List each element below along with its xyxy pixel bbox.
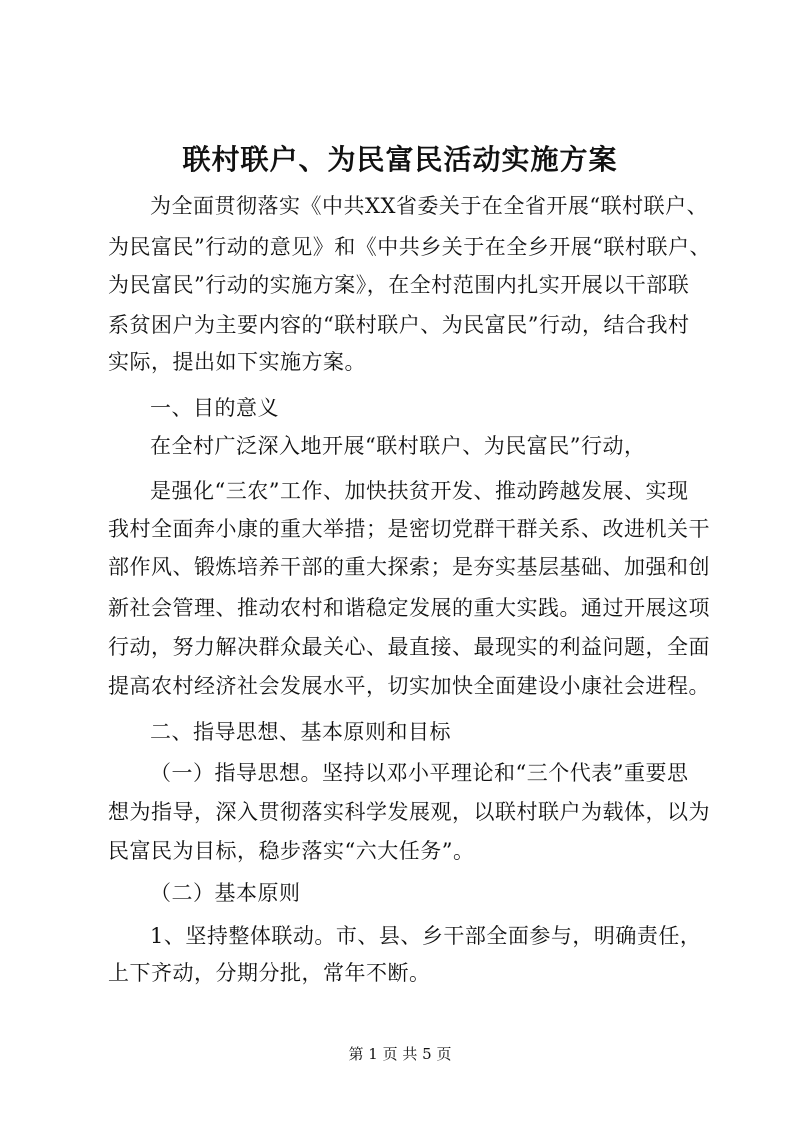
body-line-5: 实际，提出如下实施方案。	[108, 350, 366, 374]
subsection-heading: （二）基本原则	[150, 881, 301, 905]
body-line-13: （一）指导思想。坚持以邓小平理论和“三个代表”重要思	[150, 761, 689, 785]
body-line-12: 提高农村经济社会发展水平，切实加快全面建设小康社会进程。	[108, 674, 710, 698]
body-line-2: 为民富民”行动的意见》和《中共乡关于在全乡开展“联村联户、	[108, 235, 711, 259]
body-line-6: 在全村广泛深入地开展“联村联户、为民富民”行动，	[150, 434, 646, 458]
section-heading-1: 一、目的意义	[150, 396, 279, 420]
body-line-16: 1、坚持整体联动。市、县、乡干部全面参与，明确责任，	[150, 924, 702, 948]
body-line-8: 我村全面奔小康的重大举措；是密切党群干群关系、改进机关干	[108, 517, 710, 541]
document-title: 联村联户、为民富民活动实施方案	[182, 143, 618, 176]
body-line-10: 新社会管理、推动农村和谐稳定发展的重大实践。通过开展这项	[108, 596, 710, 620]
section-heading-2: 二、指导思想、基本原则和目标	[150, 720, 451, 744]
body-line-3: 为民富民”行动的实施方案》，在全村范围内扎实开展以干部联	[108, 273, 690, 297]
body-line-1: 为全面贯彻落实《中共XX省委关于在全省开展“联村联户、	[150, 194, 709, 218]
body-line-7: 是强化“三农”工作、加快扶贫开发、推动跨越发展、实现	[150, 479, 689, 503]
page-footer: 第 1 页 共 5 页	[348, 1045, 452, 1063]
body-line-11: 行动，努力解决群众最关心、最直接、最现实的利益问题，全面	[108, 635, 710, 659]
body-line-17: 上下齐动，分期分批，常年不断。	[108, 961, 431, 985]
body-line-9: 部作风、锻炼培养干部的重大探索；是夯实基层基础、加强和创	[108, 555, 710, 579]
body-line-4: 系贫困户为主要内容的“联村联户、为民富民”行动，结合我村	[108, 313, 690, 337]
body-line-14: 想为指导，深入贯彻落实科学发展观，以联村联户为载体，以为	[108, 800, 710, 824]
body-line-15: 民富民为目标，稳步落实“六大任务”。	[108, 839, 475, 863]
